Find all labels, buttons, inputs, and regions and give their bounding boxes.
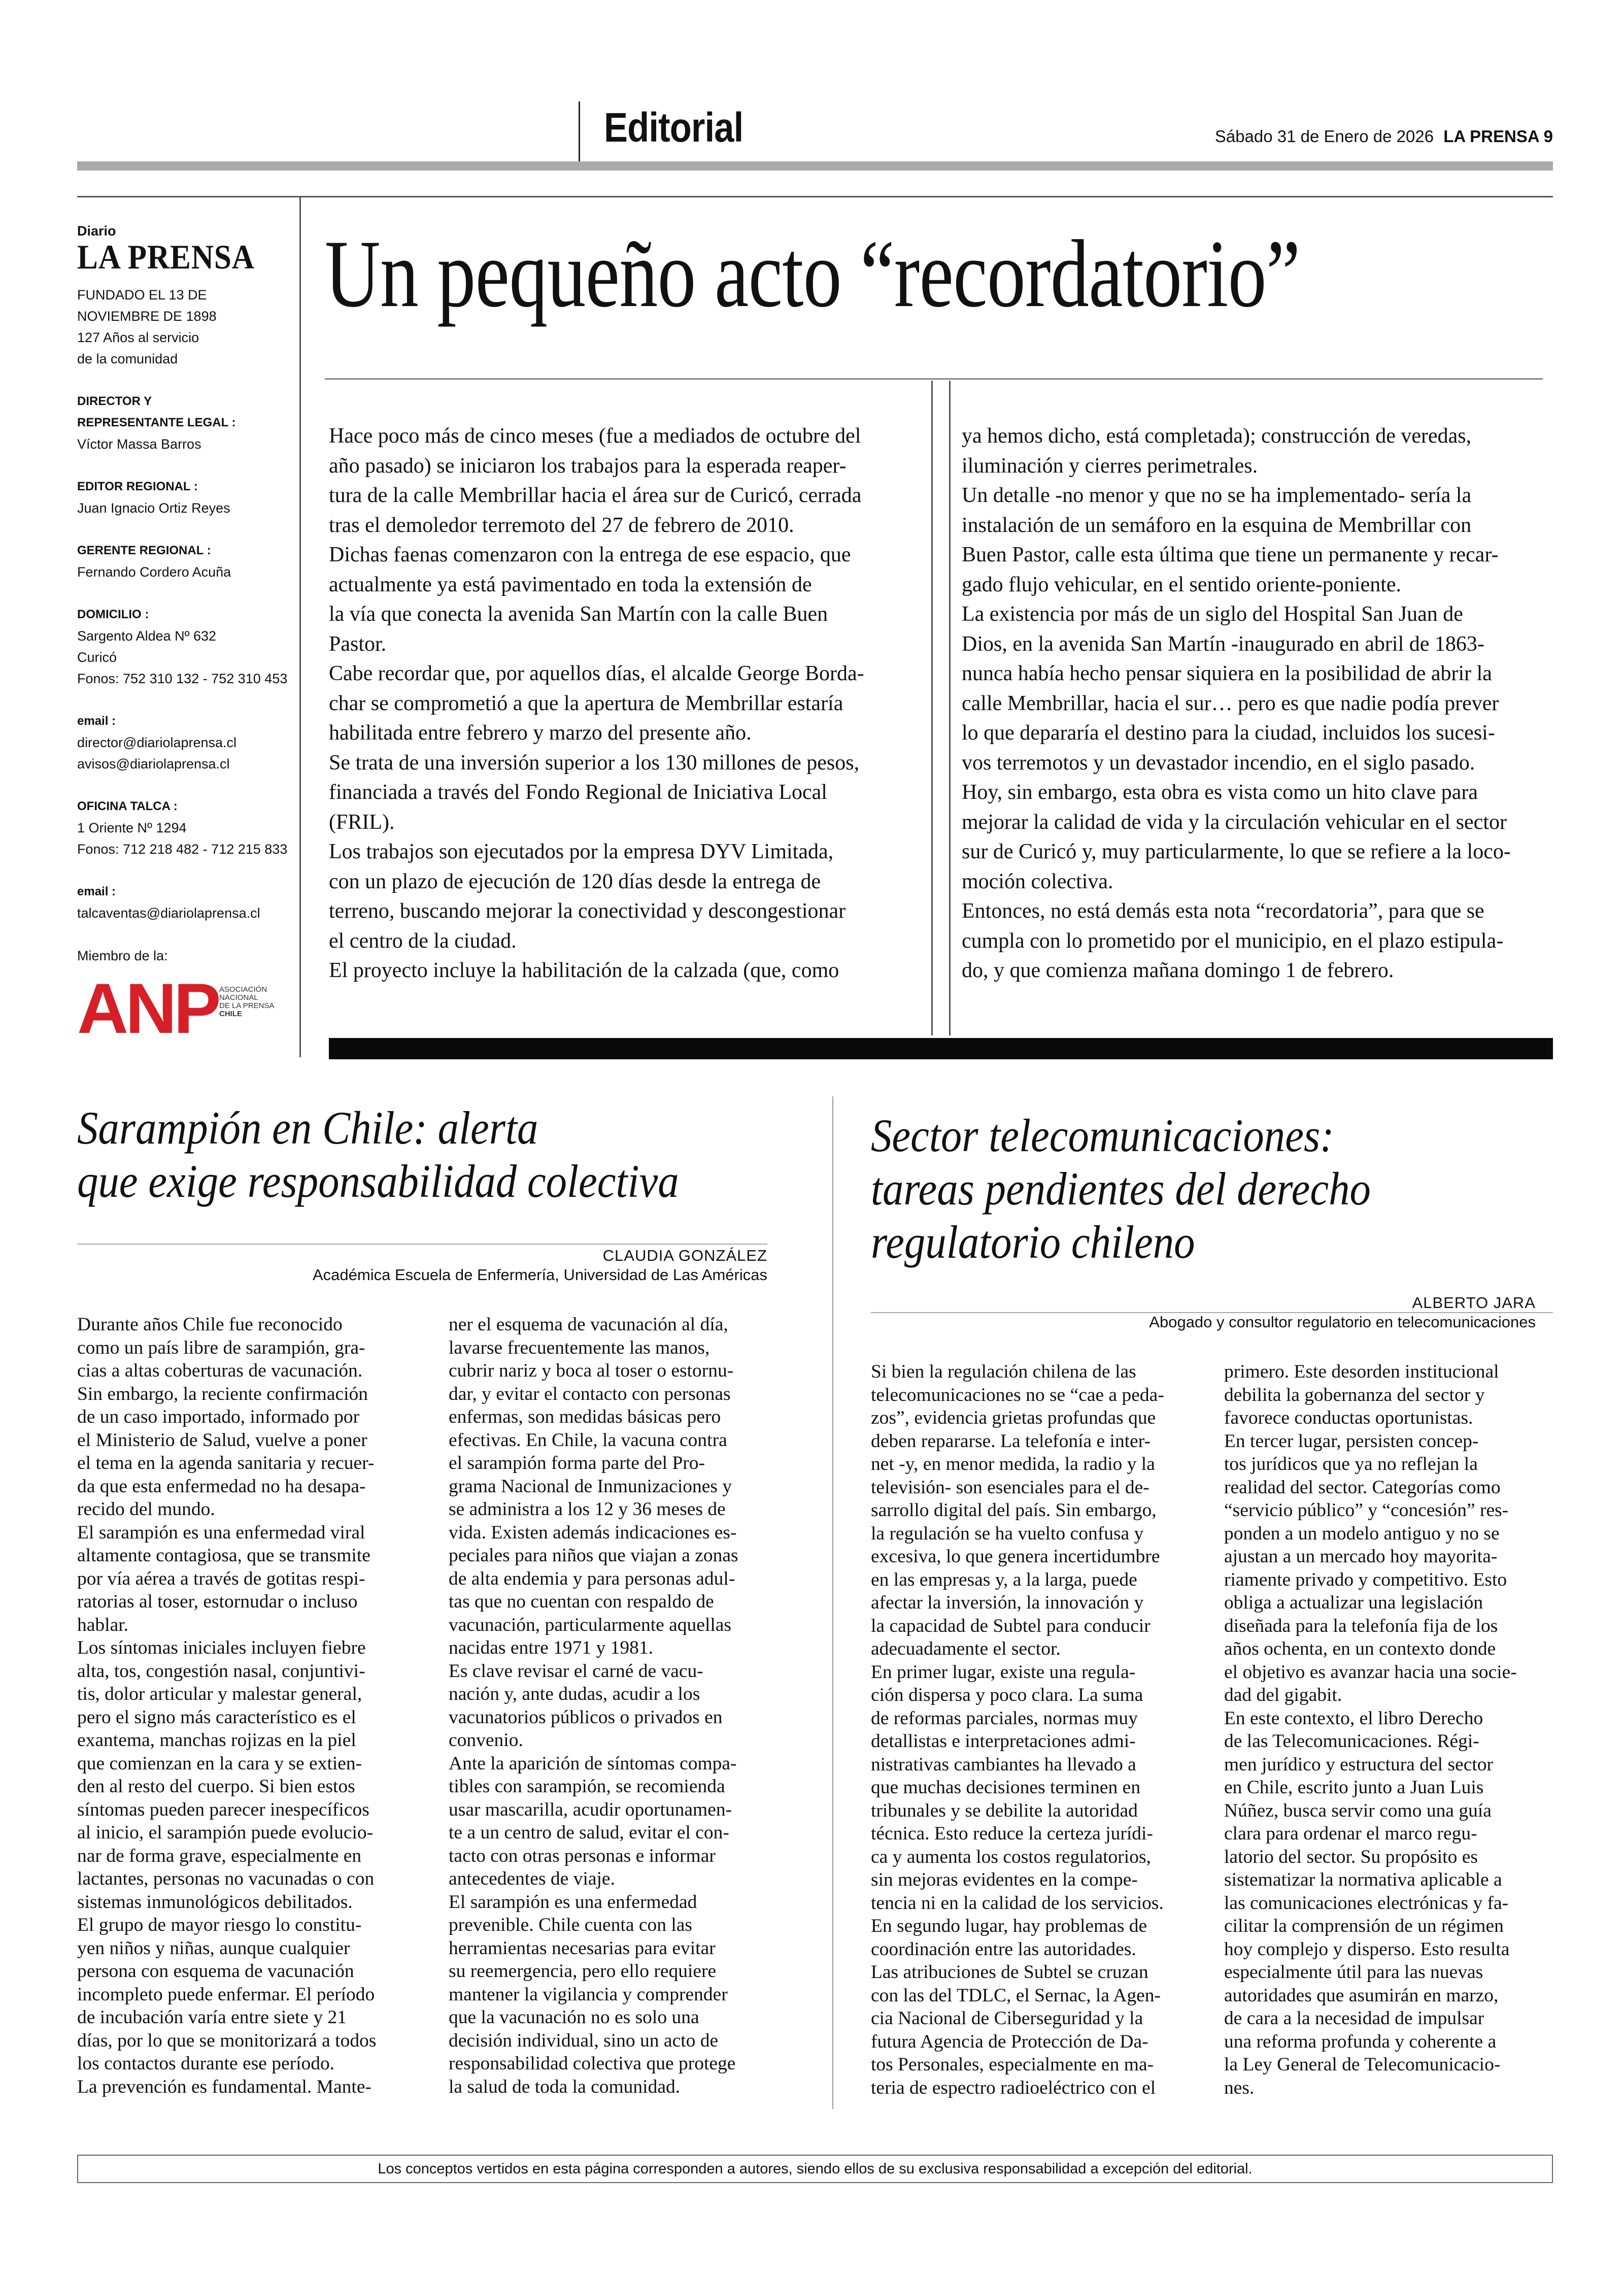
text-line: pero el signo más característico es el	[77, 1706, 356, 1728]
text-line: obliga a actualizar una legislación	[1224, 1592, 1483, 1613]
text-line: El sarampión es una enfermedad viral	[77, 1522, 365, 1543]
text-line: sur de Curicó y, muy particularmente, lo que se refiere a la loco-	[962, 840, 1511, 863]
text-line: el sarampión forma parte del Pro-	[449, 1453, 705, 1473]
text-line: den al resto del cuerpo. Si bien estos	[77, 1776, 355, 1797]
manager-name: Fernando Cordero Acuña	[77, 564, 231, 580]
header-band	[77, 161, 1553, 171]
manager-label: GERENTE REGIONAL :	[77, 544, 211, 557]
text-line: ponden a un modelo antiguo y no se	[1224, 1523, 1500, 1544]
text-line: dar, y evitar el contacto con personas	[449, 1383, 731, 1404]
text-line: zos”, evidencia grietas profundas que	[871, 1408, 1156, 1428]
text-line: Buen Pastor, calle esta última que tiene un permanente y recar-	[962, 543, 1499, 566]
text-line: Entonces, no está demás esta nota “recordatoria”, para que se	[962, 899, 1484, 923]
opinion-1-byline	[77, 1246, 767, 1285]
opinion-1-column-1	[77, 1313, 432, 2098]
text-line: enfermas, son medidas básicas pero	[449, 1406, 721, 1427]
text-line: nistrativas cambiantes ha llevado a	[871, 1754, 1136, 1775]
text-line: la Ley General de Telecomunicacio-	[1224, 2054, 1501, 2075]
text-line: En segundo lugar, hay problemas de	[871, 1916, 1147, 1936]
headline-rule	[325, 378, 1543, 380]
text-line: grama Nacional de Inmunizaciones y	[449, 1476, 732, 1497]
text-line: su reemergencia, pero ello requiere	[449, 1961, 717, 1982]
text-line: sarrollo digital del país. Sin embargo,	[871, 1500, 1157, 1521]
text-line: usar mascarilla, acudir oportunamen-	[449, 1799, 732, 1820]
opinion-divider	[832, 1096, 833, 2109]
anp-logo	[77, 969, 290, 1041]
editorial-column-2	[962, 421, 1545, 986]
text-line: favorece conductas oportunistas.	[1224, 1408, 1473, 1428]
text-line: el tema en la agenda sanitaria y recuer-	[77, 1453, 375, 1473]
email-link[interactable]: director@diariolaprensa.cl	[77, 735, 237, 750]
text-line: convenio.	[449, 1730, 523, 1751]
text-line: Núñez, busca servir como una guía	[1224, 1800, 1492, 1821]
director-label: DIRECTOR Y	[77, 394, 152, 408]
address-line: Sargento Aldea Nº 632	[77, 628, 217, 644]
text-line: alta, tos, congestión nasal, conjuntivi-	[77, 1660, 365, 1682]
text-line: tribunales y se debilite la autoridad	[871, 1800, 1138, 1821]
header-divider	[579, 102, 580, 162]
text-line: (FRIL).	[329, 810, 395, 834]
text-line: tacto con otras personas e informar	[449, 1845, 716, 1866]
text-line: dad del gigabit.	[1224, 1685, 1342, 1705]
issue-date: Sábado 31 de Enero de 2026	[1214, 127, 1434, 146]
address-label: DOMICILIO :	[77, 608, 149, 621]
text-line: ratorias al toser, estornudar o incluso	[77, 1591, 358, 1612]
editor-name: Juan Ignacio Ortiz Reyes	[77, 500, 230, 516]
text-line: cias a altas coberturas de vacunación.	[77, 1360, 363, 1381]
text-line: por vía aérea a través de gotitas respi-	[77, 1568, 365, 1589]
text-line: moción colectiva.	[962, 869, 1113, 893]
opinion-2-title-line: regulatorio chileno	[871, 1216, 1195, 1268]
opinion-1-author: CLAUDIA GONZÁLEZ	[602, 1247, 767, 1264]
text-line: recido del mundo.	[77, 1499, 215, 1520]
text-line: antecedentes de viaje.	[449, 1868, 615, 1889]
page-number: LA PRENSA 9	[1443, 127, 1553, 146]
text-line: vacunatorios públicos o privados en	[449, 1706, 723, 1728]
text-line: El sarampión es una enfermedad	[449, 1891, 697, 1913]
text-line: técnica. Esto reduce la certeza jurídi-	[871, 1823, 1153, 1844]
text-line: años ochenta, en un contexto donde	[1224, 1638, 1496, 1659]
text-line: cumpla con lo prometido por el municipio, en el plazo estipula-	[962, 929, 1504, 953]
text-line: diseñada para la telefonía fija de los	[1224, 1615, 1498, 1636]
text-line: de incubación varía entre siete y 21	[77, 2007, 347, 2028]
text-line: tos jurídicos que ya no reflejan la	[1224, 1454, 1478, 1475]
text-line: efectivas. En Chile, la vacuna contra	[449, 1429, 727, 1451]
text-line: Cabe recordar que, por aquellos días, el alcalde George Borda-	[329, 662, 864, 685]
text-line: calle Membrillar, hacia el sur… pero es que nadie podía prever	[962, 691, 1499, 715]
director-name: Víctor Massa Barros	[77, 437, 201, 452]
text-line: síntomas pueden parecer inespecíficos	[77, 1799, 369, 1820]
text-line: “servicio público” y “concesión” res-	[1224, 1500, 1509, 1521]
text-line: prevenible. Chile cuenta con las	[449, 1915, 693, 1935]
text-line: coordinación entre las autoridades.	[871, 1938, 1136, 1960]
text-line: tas que no cuentan con respaldo de	[449, 1591, 714, 1612]
opinion-2-title	[871, 1109, 1371, 1269]
text-line: En primer lugar, existe una regula-	[871, 1661, 1136, 1683]
editor-label: EDITOR REGIONAL :	[77, 480, 198, 493]
anp-caption-line: DE LA PRENSA	[219, 1001, 275, 1010]
text-line: ajustan a un mercado hoy mayorita-	[1224, 1546, 1498, 1567]
text-line: realidad del sector. Categorías como	[1224, 1477, 1501, 1498]
text-line: deben repararse. La telefonía e inter-	[871, 1430, 1151, 1452]
email-label: email :	[77, 714, 116, 728]
text-line: Los síntomas iniciales incluyen fiebre	[77, 1637, 366, 1658]
opinion-2-author: ALBERTO JARA	[1412, 1294, 1536, 1312]
text-line: cia Nacional de Ciberseguridad y la	[871, 2008, 1143, 2029]
text-line: con las del TDLC, el Sernac, la Agen-	[871, 1985, 1161, 2006]
text-line: la capacidad de Subtel para conducir	[871, 1615, 1151, 1636]
sidebar-divider	[299, 197, 301, 1057]
text-line: El proyecto incluye la habilitación de la calzada (que, como	[329, 959, 839, 982]
text-line: terreno, buscando mejorar la conectividad y descongestionar	[329, 899, 846, 923]
text-line: los contactos durante ese período.	[77, 2053, 335, 2074]
header-rule	[77, 196, 1553, 197]
text-line: vacunación, particularmente aquellas	[449, 1614, 732, 1635]
masthead-diario: Diario	[77, 223, 116, 239]
email-link[interactable]: avisos@diariolaprensa.cl	[77, 756, 230, 772]
text-line: Dichas faenas comenzaron con la entrega de ese espacio, que	[329, 543, 851, 566]
text-line: do, y que comienza mañana domingo 1 de febrero.	[962, 959, 1394, 982]
anp-caption-line: CHILE	[219, 1010, 242, 1018]
text-line: autoridades que asumirán en marzo,	[1224, 1985, 1499, 2006]
text-line: vida. Existen además indicaciones es-	[449, 1522, 737, 1543]
founded-line: 127 Años al servicio	[77, 330, 199, 345]
text-line: riamente privado y competitivo. Esto	[1224, 1569, 1507, 1590]
text-line: exantema, manchas rojizas en la piel	[77, 1730, 356, 1751]
text-line: habilitada entre febrero y marzo del presente año.	[329, 721, 752, 745]
text-line: actualmente ya está pavimentado en toda la extensión de	[329, 573, 812, 596]
text-line: al inicio, el sarampión puede evolucio-	[77, 1822, 374, 1843]
masthead-email	[77, 711, 290, 775]
text-line: peciales para niños que viajan a zonas	[449, 1545, 738, 1566]
text-line: herramientas necesarias para evitar	[449, 1937, 716, 1959]
text-line: nacidas entre 1971 y 1981.	[449, 1637, 654, 1658]
masthead-manager	[77, 540, 290, 583]
text-line: financiada a través del Fondo Regional de Iniciativa Local	[329, 781, 827, 804]
text-line: altamente contagiosa, que se transmite	[77, 1545, 370, 1566]
text-line: El grupo de mayor riesgo lo constitu-	[77, 1915, 362, 1935]
member-label: Miembro de la:	[77, 948, 168, 963]
founded-line: de la comunidad	[77, 351, 178, 366]
column-divider	[949, 381, 951, 1035]
text-line: Se trata de una inversión superior a los 130 millones de pesos,	[329, 751, 860, 775]
opinion-1-role: Académica Escuela de Enfermería, Universidad de Las Américas	[313, 1266, 767, 1284]
text-line: la vía que conecta la avenida San Martín con la calle Buen	[329, 602, 828, 626]
text-line: instalación de un semáforo en la esquina de Membrillar con	[962, 513, 1472, 537]
text-line: tura de la calle Membrillar hacia el área sur de Curicó, cerrada	[329, 484, 862, 507]
editorial-bottom-bar	[329, 1038, 1553, 1059]
text-line: de un caso importado, informado por	[77, 1406, 360, 1427]
opinion-2-role: Abogado y consultor regulatorio en telecomunicaciones	[1149, 1313, 1536, 1331]
director-label: REPRESENTANTE LEGAL :	[77, 416, 236, 429]
text-line: tencia ni en la calidad de los servicios.	[871, 1892, 1164, 1914]
text-line: hablar.	[77, 1614, 129, 1635]
text-line: futura Agencia de Protección de Da-	[871, 2031, 1148, 2052]
founded-line: NOVIEMBRE DE 1898	[77, 309, 217, 324]
text-line: con un plazo de ejecución de 120 días desde la entrega de	[329, 869, 821, 893]
opinion-1-title-line: que exige responsabilidad colectiva	[77, 1155, 679, 1207]
text-line: tis, dolor articular y malestar general,	[77, 1684, 362, 1704]
text-line: da que esta enfermedad no ha desapa-	[77, 1476, 366, 1497]
text-line: debilita la gobernanza del sector y	[1224, 1384, 1485, 1405]
email-label: email :	[77, 885, 116, 898]
text-line: mejorar la calidad de vida y la circulación vehicular en el sector	[962, 810, 1507, 834]
text-line: primero. Este desorden institucional	[1224, 1361, 1499, 1382]
text-line: sistematizar la normativa aplicable a	[1224, 1869, 1502, 1890]
text-line: el objetivo es avanzar hacia una socie-	[1224, 1661, 1517, 1683]
text-line: Los trabajos son ejecutados por la empresa DYV Limitada,	[329, 840, 834, 863]
masthead-address	[77, 604, 290, 689]
text-line: Las atribuciones de Subtel se cruzan	[871, 1962, 1148, 1983]
text-line: lactantes, personas no vacunadas o con	[77, 1868, 375, 1889]
text-line: latorio del sector. Su propósito es	[1224, 1846, 1478, 1867]
text-line: La existencia por más de un siglo del Hospital San Juan de	[962, 602, 1463, 626]
opinion-1-column-2	[449, 1313, 804, 2098]
anp-logo-letters: ANP	[77, 969, 218, 1041]
text-line: una reforma profunda y coherente a	[1224, 2031, 1497, 2052]
opinion-1-title-line: Sarampión en Chile: alerta	[77, 1102, 538, 1154]
text-line: clara para ordenar el marco regu-	[1224, 1823, 1477, 1844]
text-line: Hoy, sin embargo, esta obra es vista como un hito clave para	[962, 781, 1478, 804]
opinion-2-rule	[871, 1312, 1553, 1313]
address-line: Curicó	[77, 650, 117, 665]
masthead-sidebar	[77, 223, 290, 966]
text-line: se administra a los 12 y 36 meses de	[449, 1499, 726, 1520]
section-title: Editorial	[604, 105, 743, 151]
text-line: ción dispersa y poco clara. La suma	[871, 1685, 1143, 1705]
text-line: incompleto puede enfermar. El período	[77, 1984, 375, 2005]
text-line: de las Telecomunicaciones. Régi-	[1224, 1731, 1479, 1752]
text-line: lavarse frecuentemente las manos,	[449, 1337, 710, 1358]
text-line: teria de espectro radioeléctrico con el	[871, 2077, 1156, 2098]
text-line: tibles con sarampión, se recomienda	[449, 1776, 725, 1797]
founded-line: FUNDADO EL 13 DE	[77, 287, 207, 303]
text-line: mantener la vigilancia y comprender	[449, 1984, 728, 2005]
talca-label: OFICINA TALCA :	[77, 799, 178, 813]
text-line: Es clave revisar el carné de vacu-	[449, 1660, 703, 1682]
text-line: especialmente útil para las nuevas	[1224, 1962, 1483, 1983]
text-line: afectar la inversión, la innovación y	[871, 1592, 1144, 1613]
text-line: en Chile, escrito junto a Juan Luis	[1224, 1777, 1484, 1798]
text-line: la salud de toda la comunidad.	[449, 2076, 681, 2097]
masthead-director	[77, 391, 290, 455]
text-line: cubrir nariz y boca al toser o estornu-	[449, 1360, 734, 1381]
text-line: persona con esquema de vacunación	[77, 1961, 354, 1982]
text-line: Dios, en la avenida San Martín -inaugurado en abril de 1863-	[962, 632, 1484, 656]
text-line: yen niños y niñas, aunque cualquier	[77, 1937, 350, 1959]
text-line: net -y, en menor medida, la radio y la	[871, 1454, 1155, 1475]
text-line: te a un centro de salud, evitar el con-	[449, 1822, 729, 1843]
text-line: excesiva, lo que genera incertidumbre	[871, 1546, 1160, 1567]
text-line: Hace poco más de cinco meses (fue a mediados de octubre del	[329, 424, 861, 448]
text-line: En este contexto, el libro Derecho	[1224, 1707, 1483, 1729]
opinion-2-column-1	[871, 1360, 1211, 2099]
anp-caption-line: ASOCIACIÓN	[219, 985, 267, 994]
text-line: como un país libre de sarampión, gra-	[77, 1337, 365, 1358]
masthead-paper-name: LA PRENSA	[77, 238, 255, 276]
text-line: de alta endemia y para personas adul-	[449, 1568, 735, 1589]
opinion-1-rule	[77, 1244, 767, 1245]
text-line: iluminación y cierres perimetrales.	[962, 454, 1258, 478]
text-line: días, por lo que se monitorizará a todos	[77, 2030, 377, 2051]
masthead-founded	[77, 284, 290, 370]
text-line: adecuadamente el sector.	[871, 1638, 1061, 1659]
opinion-2-title-line: Sector telecomunicaciones:	[871, 1110, 1334, 1161]
opinion-2-column-2	[1224, 1360, 1564, 2099]
text-line: vos terremotos y un devastador incendio, en el siglo pasado.	[962, 751, 1475, 775]
editorial-column-1	[329, 421, 907, 986]
text-line: que muchas decisiones terminen en	[871, 1777, 1141, 1798]
text-line: nunca había hecho pensar siquiera en la posibilidad de abrir la	[962, 662, 1492, 685]
text-line: año pasado) se iniciaron los trabajos para la esperada reaper-	[329, 454, 847, 478]
masthead-talca	[77, 796, 290, 860]
text-line: la regulación se ha vuelto confusa y	[871, 1523, 1144, 1544]
text-line: Si bien la regulación chilena de las	[871, 1361, 1136, 1382]
anp-caption-line: NACIONAL	[219, 993, 258, 1002]
text-line: tras el demoledor terremoto del 27 de febrero de 2010.	[329, 513, 794, 537]
text-line: en las empresas y, a la larga, puede	[871, 1569, 1137, 1590]
text-line: lo que depararía el destino para la ciudad, incluidos los sucesi-	[962, 721, 1495, 745]
text-line: ya hemos dicho, está completada); construcción de veredas,	[962, 424, 1472, 448]
text-line: sin mejoras evidentes en la compe-	[871, 1869, 1138, 1890]
text-line: char se comprometió a que la apertura de Membrillar estaría	[329, 691, 843, 715]
text-line: el Ministerio de Salud, vuelve a poner	[77, 1429, 367, 1451]
text-line: responsabilidad colectiva que protege	[449, 2053, 736, 2074]
text-line: Durante años Chile fue reconocido	[77, 1314, 343, 1335]
talca-address: 1 Oriente Nº 1294	[77, 820, 187, 835]
text-line: nes.	[1224, 2077, 1255, 2098]
text-line: de reformas parciales, normas muy	[871, 1707, 1138, 1729]
text-line: men jurídico y estructura del sector	[1224, 1754, 1494, 1775]
masthead-editor	[77, 476, 290, 519]
text-line: hoy complejo y disperso. Esto resulta	[1224, 1938, 1510, 1960]
opinion-1-title	[77, 1101, 679, 1208]
opinion-2-title-line: tareas pendientes del derecho	[871, 1163, 1371, 1215]
text-line: que comienzan en la cara y se extien-	[77, 1753, 362, 1774]
email-link[interactable]: talcaventas@diariolaprensa.cl	[77, 906, 260, 921]
masthead-talca-email	[77, 881, 290, 924]
text-line: ner el esquema de vacunación al día,	[449, 1314, 728, 1335]
editorial-headline: Un pequeño acto “recordatorio”	[325, 221, 1300, 327]
text-line: La prevención es fundamental. Mante-	[77, 2076, 371, 2097]
talca-phones: Fonos: 712 218 482 - 712 215 833	[77, 842, 288, 857]
text-line: ca y aumenta los costos regulatorios,	[871, 1846, 1151, 1867]
text-line: gado flujo vehicular, en el sentido oriente-poniente.	[962, 573, 1402, 596]
text-line: cilitar la comprensión de un régimen	[1224, 1916, 1504, 1936]
text-line: Un detalle -no menor y que no se ha implementado- sería la	[962, 484, 1472, 507]
text-line: Ante la aparición de síntomas compa-	[449, 1753, 737, 1774]
text-line: En tercer lugar, persisten concep-	[1224, 1430, 1479, 1452]
text-line: que la vacunación no es solo una	[449, 2007, 699, 2028]
text-line: de cara a la necesidad de impulsar	[1224, 2008, 1484, 2029]
text-line: Pastor.	[329, 632, 387, 656]
text-line: detallistas e interpretaciones admi-	[871, 1731, 1136, 1752]
page-info	[1215, 127, 1553, 146]
text-line: las comunicaciones electrónicas y fa-	[1224, 1892, 1509, 1914]
text-line: nación y, ante dudas, acudir a los	[449, 1684, 700, 1704]
text-line: telecomunicaciones no se “cae a peda-	[871, 1384, 1164, 1405]
column-divider	[931, 381, 933, 1035]
phone-line: Fonos: 752 310 132 - 752 310 453	[77, 671, 288, 686]
footer-disclaimer: Los conceptos vertidos en esta página corresponden a autores, siendo ellos de su exclusiva responsabilidad a excepción del editorial.	[77, 2155, 1553, 2183]
text-line: el centro de la ciudad.	[329, 929, 517, 953]
text-line: sistemas inmunológicos debilitados.	[77, 1891, 353, 1913]
text-line: televisión- son esenciales para el de-	[871, 1477, 1149, 1498]
text-line: tos Personales, especialmente en ma-	[871, 2054, 1154, 2075]
text-line: Sin embargo, la reciente confirmación	[77, 1383, 368, 1404]
text-line: decisión individual, sino un acto de	[449, 2030, 719, 2051]
text-line: nar de forma grave, especialmente en	[77, 1845, 362, 1866]
